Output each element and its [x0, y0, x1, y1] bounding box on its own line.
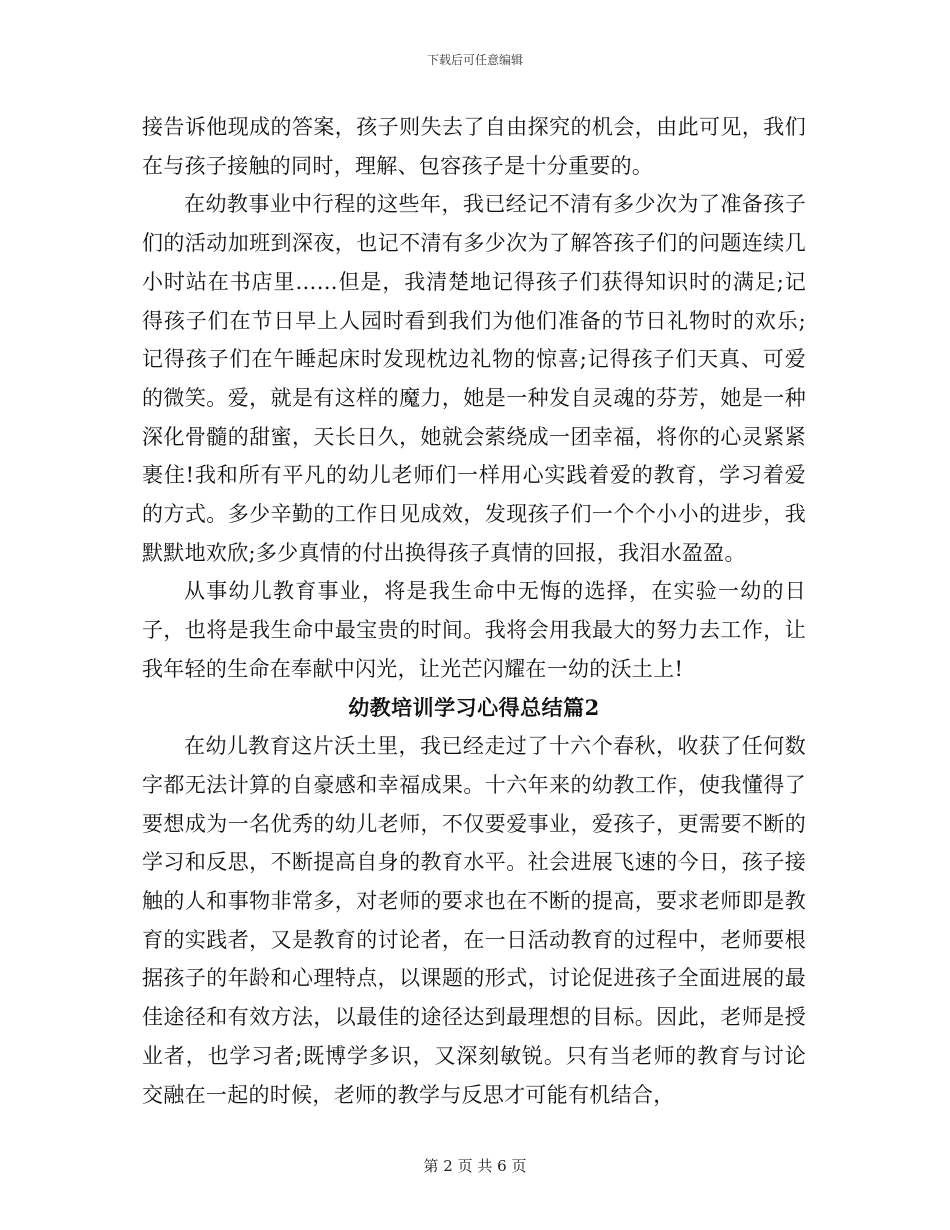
- section-title: 幼教培训学习心得总结篇2: [348, 694, 600, 720]
- page-header: 下载后可任意编辑: [426, 53, 523, 67]
- paragraph-3: 从事幼儿教育事业，将是我生命中无悔的选择，在实验一幼的日子，也将是我生命中最宝贵的时间。我将会用我最大的努力去工作，让我年轻的生命在奉献中闪光，让光芒闪耀在一幼的沃土上!: [142, 579, 806, 681]
- document-body: [142, 108, 806, 1114]
- paragraph-1: 接告诉他现成的答案，孩子则失去了自由探究的机会，由此可见，我们在与孩子接触的同时，理解、包容孩子是十分重要的。: [142, 115, 806, 178]
- page-footer: 第 2 页 共 6 页: [423, 1157, 527, 1175]
- paragraph-2: 在幼教事业中行程的这些年，我已经记不清有多少次为了准备孩子们的活动加班到深夜，也记不清有多少次为了解答孩子们的问题连续几小时站在书店里……但是，我清楚地记得孩子们获得知识时的满足;记得孩子们在节日早上人园时看到我们为他们准备的节日礼物时的欢乐;记得孩子们在午睡起床时发现枕边礼物的惊喜;记得孩子们天真、可爱的微笑。爱，就是有这样的魔力，她是一种发自灵魂的芬芳，她是一种深化骨髓的甜蜜，天长日久，她就会萦绕成一团幸福，将你的心灵紧紧裹住!我和所有平凡的幼儿老师们一样用心实践着爱的教育，学习着爱的方式。多少辛勤的工作日见成效，发现孩子们一个个小小的进步，我默默地欢欣;多少真情的付出换得孩子真情的回报，我泪水盈盈。: [142, 192, 806, 565]
- paragraph-4: 在幼儿教育这片沃土里，我已经走过了十六个春秋，收获了任何数字都无法计算的自豪感和幸福成果。十六年来的幼教工作，使我懂得了要想成为一名优秀的幼儿老师，不仅要爱事业，爱孩子，更需要不断的学习和反思，不断提高自身的教育水平。社会进展飞速的今日，孩子接触的人和事物非常多，对老师的要求也在不断的提高，要求老师即是教育的实践者，又是教育的讨论者，在一日活动教育的过程中，老师要根据孩子的年龄和心理特点，以课题的形式，讨论促进孩子全面进展的最佳途径和有效方法，以最佳的途径达到最理想的目标。因此，老师是授业者，也学习者;既博学多识，又深刻敏锐。只有当老师的教育与讨论交融在一起的时候，老师的教学与反思才可能有机结合，: [142, 734, 806, 1107]
